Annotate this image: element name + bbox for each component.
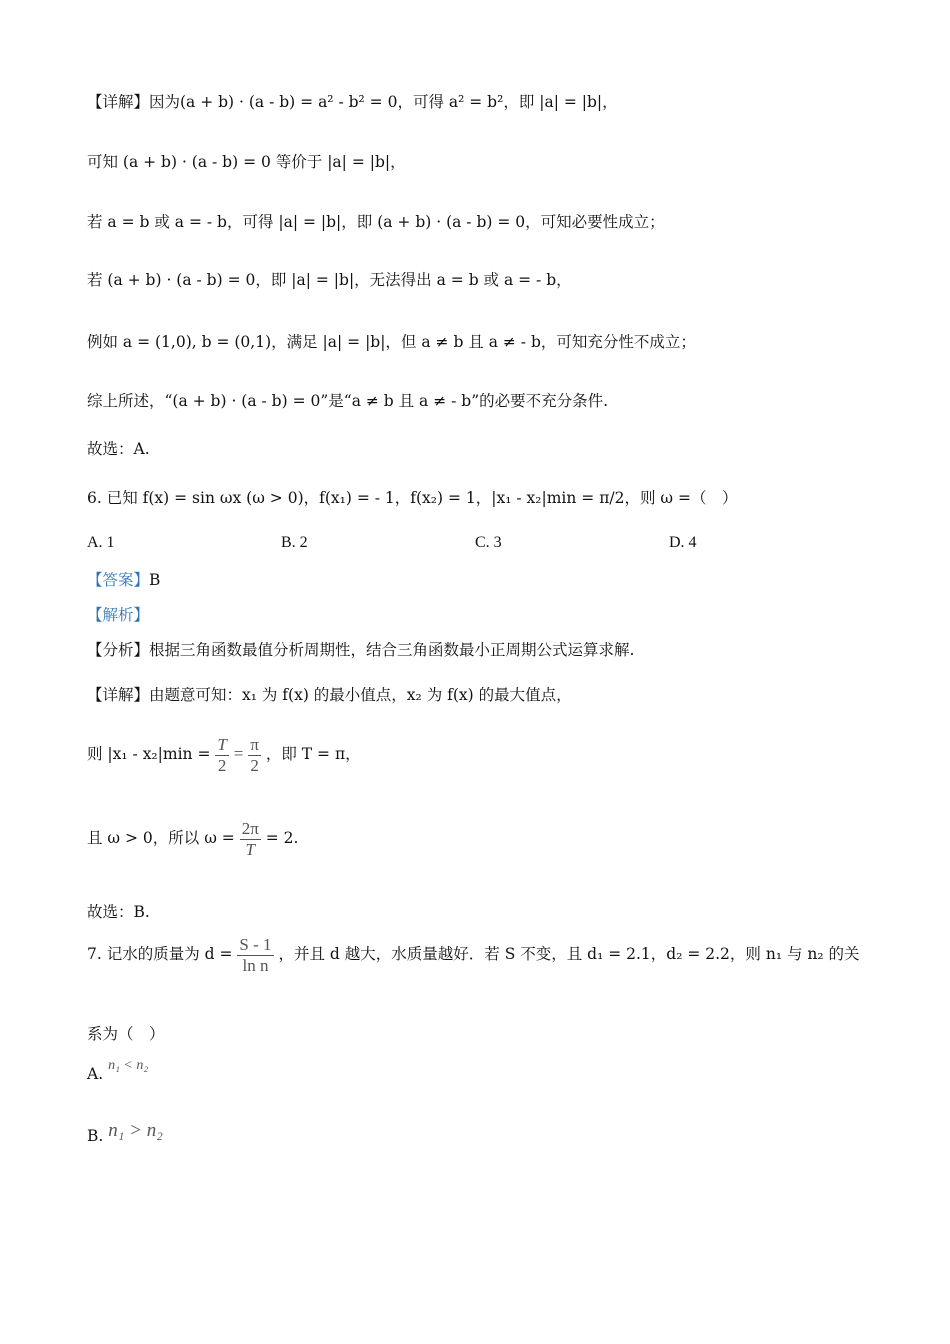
q7-option-a [87,1058,149,1088]
q7-option-b-text: n₁ > n₂ [108,1120,163,1141]
detail-line-2-suffix: ，即 T = π， [265,745,361,763]
fraction-quality-formula [237,935,273,976]
q6-option-c: C. 3 [475,534,502,551]
q7-option-a-label: A. [87,1065,104,1083]
solution-line-5: 例如 a = (1,0), b = (0,1)，满足 |a| = |b|，但 a ≠ b 且 a ≠ - b，可知充分性不成立； [87,333,696,351]
q7-option-b [87,1120,163,1148]
conclusion-line: 综上所述，“(a + b) · (a - b) = 0”是“a ≠ b 且 a ≠ - b”的必要不充分条件. [87,392,609,410]
fraction-t-over-2 [215,735,228,776]
detail-line-2-prefix: 则 |x₁ - x₂|min = [87,745,211,763]
question-6-stem: 6. 已知 f(x) = sin ωx (ω > 0)，f(x₁) = - 1，f(x₂) = 1，|x₁ - x₂|min = π/2，则 ω =（ ） [87,489,738,507]
question-7-suffix: ，并且 d 越大，水质量越好．若 S 不变，且 d₁ = 2.1，d₂ = 2.2，则 n₁ 与 n₂ 的关 [278,945,860,963]
detail-line-2 [87,734,361,776]
question-7-stem [87,934,860,976]
fraction-denominator: ln n [242,955,269,975]
equals-sign: = [233,744,244,763]
detail-line-1: 【详解】由题意可知：x₁ 为 f(x) 的最小值点，x₂ 为 f(x) 的最大值点， [87,686,572,704]
solution-line-3: 若 a = b 或 a = - b，可得 |a| = |b|，即 (a + b) · (a - b) = 0，可知必要性成立； [87,213,665,231]
fraction-denominator: T [245,839,255,859]
answer-choice-line-2: 故选：B. [87,903,150,921]
q6-option-a: A. 1 [87,534,115,551]
fraction-numerator: 2π [241,818,259,838]
detail-line-3 [87,818,298,860]
fraction-pi-over-2 [248,735,261,776]
q7-option-a-text: n₁ < n₂ [108,1058,149,1073]
analysis-heading: 【解析】 [87,606,150,624]
solution-line-4: 若 (a + b) · (a - b) = 0，即 |a| = |b|，无法得出 a = b 或 a = - b， [87,271,572,289]
answer-label: 【答案】 [87,571,150,589]
fraction-denominator: 2 [217,755,227,775]
fraction-numerator: S - 1 [239,934,272,954]
solution-line-1: 【详解】因为(a + b) · (a - b) = a² - b² = 0，可得 a² = b²，即 |a| = |b|， [87,93,618,111]
fraction-2pi-over-t [240,819,261,860]
detail-line-3-prefix: 且 ω > 0，所以 ω = [87,829,235,847]
fraction-numerator: π [250,734,259,754]
fraction-numerator: T [217,734,227,754]
q7-option-b-label: B. [87,1127,104,1145]
fraction-denominator: 2 [250,755,259,775]
solution-line-2: 可知 (a + b) · (a - b) = 0 等价于 |a| = |b|， [87,153,406,171]
answer-value: B [149,571,161,589]
answer-choice-line: 故选：A. [87,440,150,458]
detail-line-3-suffix: = 2. [265,829,299,847]
question-7-prefix: 7. 记水的质量为 d = [87,945,233,963]
q6-option-d: D. 4 [669,534,697,551]
analysis-summary: 【分析】根据三角函数最值分析周期性，结合三角函数最小正周期公式运算求解. [87,641,635,659]
answer-line [87,568,160,592]
question-7-continuation: 系为（ ） [87,1025,165,1043]
q6-option-b: B. 2 [281,534,308,551]
